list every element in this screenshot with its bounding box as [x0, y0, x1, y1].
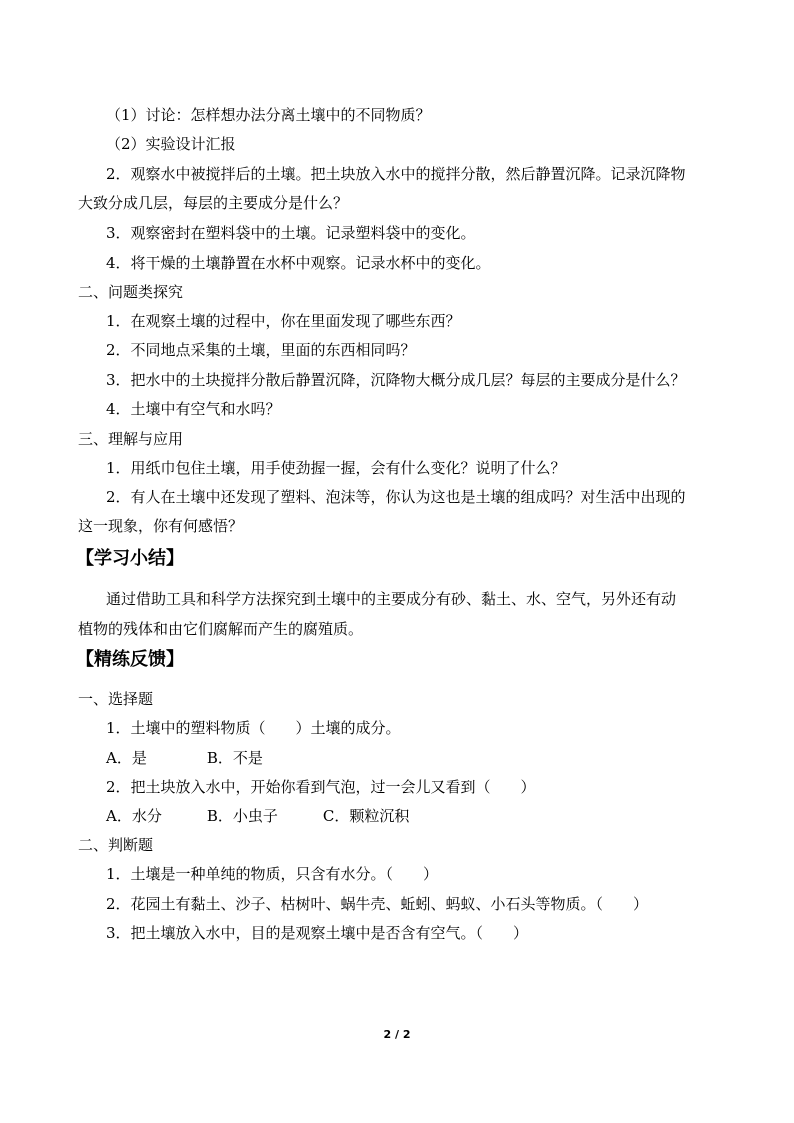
choice-question-1-options: A．是 B．不是 [106, 749, 263, 767]
summary-heading: 【学习小结】 [76, 548, 184, 569]
experiment-item-design-report: （2）实验设计汇报 [106, 135, 236, 153]
judge-question-1: 1．土壤是一种单纯的物质，只含有水分。（ ） [106, 865, 439, 883]
experiment-step-2-line-1: 2．观察水中被搅拌后的土壤。把土块放入水中的搅拌分散，然后静置沉降。记录沉降物 [106, 165, 686, 183]
page-number: 2 / 2 [383, 1028, 411, 1041]
application-question-2-line-2: 这一现象，你有何感悟？ [78, 517, 244, 535]
application-section-title: 三、理解与应用 [78, 430, 184, 448]
judge-question-3: 3．把土壤放入水中，目的是观察土壤中是否含有空气。（ ） [106, 924, 529, 942]
choice-question-2-options: A．水分 B．小虫子 C．颗粒沉积 [106, 807, 410, 825]
application-question-1: 1．用纸巾包住土壤，用手使劲握一握，会有什么变化？说明了什么？ [106, 459, 566, 477]
experiment-step-2-line-2: 大致分成几层，每层的主要成分是什么？ [78, 194, 349, 212]
problem-question-2: 2．不同地点采集的土壤，里面的东西相同吗？ [106, 341, 416, 359]
summary-line-2: 植物的残体和由它们腐解而产生的腐殖质。 [78, 620, 364, 638]
experiment-step-4: 4．将干燥的土壤静置在水杯中观察。记录水杯中的变化。 [106, 254, 491, 272]
choice-question-1: 1．土壤中的塑料物质（ ）土壤的成分。 [106, 719, 401, 737]
choice-question-2: 2．把土块放入水中，开始你看到气泡，过一会儿又看到（ ） [106, 778, 536, 796]
summary-line-1: 通过借助工具和科学方法探究到土壤中的主要成分有砂、黏土、水、空气，另外还有动 [106, 590, 677, 608]
judge-section-title: 二、判断题 [78, 836, 154, 854]
problem-question-1: 1．在观察土壤的过程中，你在里面发现了哪些东西？ [106, 312, 461, 330]
choice-section-title: 一、选择题 [78, 690, 154, 708]
experiment-step-3: 3．观察密封在塑料袋中的土壤。记录塑料袋中的变化。 [106, 224, 476, 242]
judge-question-2: 2．花园土有黏土、沙子、枯树叶、蜗牛壳、蚯蚓、蚂蚁、小石头等物质。（ ） [106, 895, 649, 913]
experiment-item-discussion: （1）讨论：怎样想办法分离土壤中的不同物质？ [106, 106, 431, 124]
practice-heading: 【精练反馈】 [76, 649, 184, 670]
problem-question-4: 4．土壤中有空气和水吗？ [106, 400, 281, 418]
problem-question-3: 3．把水中的土块搅拌分散后静置沉降，沉降物大概分成几层？每层的主要成分是什么？ [106, 371, 686, 389]
problem-section-title: 二、问题类探究 [78, 283, 184, 301]
application-question-2-line-1: 2．有人在土壤中还发现了塑料、泡沫等，你认为这也是土壤的组成吗？对生活中出现的 [106, 488, 686, 506]
